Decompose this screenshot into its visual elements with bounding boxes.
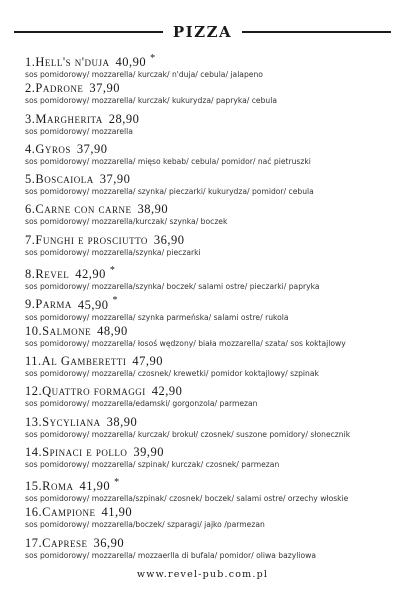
pizza-ingredients: sos pomidorowy/ mozzarella [25, 126, 133, 136]
pizza-name: Revel [35, 267, 70, 282]
pizza-name: Al Gamberetti [41, 353, 127, 368]
pizza-price: 48,90 [97, 323, 128, 338]
pizza-ingredients: sos pomidorowy/ mozzarella/ kurczak/ kukurydza/ papryka/ cebula [25, 96, 277, 106]
pizza-title [25, 354, 395, 369]
list-item [25, 202, 395, 232]
list-item [25, 51, 395, 81]
pizza-number: 17. [25, 535, 43, 550]
pizza-price: 37,90 [99, 172, 131, 187]
pizza-ingredients: sos pomidorowy/ mozzarella/ łosoś wędzony/ biała mozzarella/ szata/ sos koktajlowy [25, 338, 346, 348]
pizza-name: Padrone [35, 81, 84, 96]
pizza-title [25, 142, 395, 157]
pizza-title [25, 475, 395, 494]
pizza-price: 37,90 [76, 141, 108, 156]
spicy-mark: * [109, 265, 116, 277]
pizza-title [25, 263, 395, 282]
pizza-title [25, 324, 395, 339]
pizza-number: 11. [25, 353, 42, 368]
list-item [25, 293, 395, 323]
menu-header [14, 22, 391, 42]
pizza-number: 6. [25, 202, 36, 217]
pizza-title [25, 445, 395, 460]
pizza-name: Spinaci e pollo [42, 444, 128, 459]
pizza-title [25, 172, 395, 187]
header-rule-left [14, 31, 163, 33]
pizza-name: Gyros [35, 141, 71, 156]
pizza-name: Carne con carne [35, 202, 132, 217]
pizza-number: 16. [25, 505, 43, 520]
pizza-ingredients: sos pomidorowy/ mozzarella/ kurczak/ n'duja/ cebula/ jalapeno [25, 70, 263, 80]
pizza-number: 7. [25, 232, 36, 247]
pizza-ingredients: sos pomidorowy/ mozzarella/szpinak/ czosnek/ boczek/ salami ostre/ orzechy włoskie [25, 494, 349, 504]
header-rule-right [242, 31, 391, 33]
pizza-ingredients: sos pomidorowy/ mozzarella/ czosnek/ krewetki/ pomidor koktajlowy/ szpinak [25, 368, 319, 378]
list-item [25, 384, 395, 414]
list-item [25, 142, 395, 172]
pizza-name: Salmone [42, 323, 92, 338]
pizza-title [25, 536, 395, 551]
pizza-price: 40,90 [115, 55, 147, 70]
list-item [25, 263, 395, 293]
pizza-title [25, 112, 395, 127]
pizza-price: 41,90 [79, 479, 111, 494]
pizza-price: 38,90 [137, 202, 169, 217]
pizza-ingredients: sos pomidorowy/ mozzarella/szynka/ boczek/ salami ostre/ pieczarki/ papryka [25, 282, 320, 292]
pizza-ingredients: sos pomidorowy/ mozzarella/ mięso kebab/ cebula/ pomidor/ nać pietruszki [25, 156, 311, 166]
pizza-number: 2. [25, 81, 36, 96]
section-title: PIZZA [172, 23, 233, 41]
pizza-ingredients: sos pomidorowy/ mozzarella/ szpinak/ kurczak/ czosnek/ parmezan [25, 459, 280, 469]
list-item [25, 536, 395, 566]
pizza-price: 37,90 [89, 81, 120, 96]
spicy-mark: * [112, 295, 118, 307]
pizza-number: 9. [25, 297, 36, 312]
list-item [25, 172, 395, 202]
pizza-number: 1. [25, 55, 36, 70]
pizza-name: Boscaiola [35, 172, 94, 187]
pizza-price: 36,90 [93, 535, 125, 550]
pizza-number: 15. [25, 479, 43, 494]
pizza-number: 4. [25, 141, 36, 156]
pizza-list [25, 51, 395, 566]
pizza-title [25, 415, 395, 430]
pizza-ingredients: sos pomidorowy/ mozzarella/ szynka/ pieczarki/ kukurydza/ pomidor/ cebula [25, 187, 314, 197]
pizza-price: 42,90 [75, 267, 106, 282]
pizza-number: 10. [25, 323, 43, 338]
pizza-name: Quattro formaggi [42, 384, 146, 399]
pizza-name: Sycyliana [42, 414, 101, 429]
list-item [25, 112, 395, 142]
list-item [25, 475, 395, 505]
pizza-title [25, 293, 395, 312]
pizza-ingredients: sos pomidorowy/ mozzarella/szynka/ pieczarki [25, 247, 201, 257]
pizza-title [25, 384, 395, 399]
pizza-number: 3. [25, 111, 36, 126]
pizza-name: Hell's n'duja [35, 55, 110, 70]
pizza-ingredients: sos pomidorowy/ mozzarella/ kurczak/ brokuł/ czosnek/ suszone pomidory/ słonecznik [25, 429, 351, 439]
list-item [25, 505, 395, 535]
spicy-mark: * [150, 53, 156, 64]
pizza-price: 47,90 [132, 353, 163, 368]
pizza-ingredients: sos pomidorowy/ mozzarella/boczek/ szparagi/ jajko /parmezan [25, 520, 265, 530]
list-item [25, 233, 395, 263]
pizza-price: 45,90 [77, 297, 109, 312]
pizza-name: Parma [35, 297, 72, 312]
pizza-price: 39,90 [133, 444, 164, 459]
pizza-number: 5. [25, 172, 36, 187]
pizza-name: Campione [42, 505, 96, 520]
list-item [25, 415, 395, 445]
pizza-title [25, 81, 395, 96]
pizza-number: 14. [25, 444, 43, 459]
pizza-name: Funghi e prosciutto [35, 232, 148, 247]
pizza-title [25, 505, 395, 520]
pizza-price: 42,90 [151, 384, 183, 399]
pizza-ingredients: sos pomidorowy/ mozzarella/ szynka parmeńska/ salami ostre/ rukola [25, 312, 289, 322]
list-item [25, 81, 395, 111]
pizza-ingredients: sos pomidorowy/ mozzarella/ mozzaerlla di bufala/ pomidor/ oliwa bazyliowa [25, 550, 316, 560]
list-item [25, 324, 395, 354]
pizza-title [25, 233, 395, 248]
list-item [25, 445, 395, 475]
pizza-number: 12. [25, 384, 43, 399]
pizza-number: 8. [25, 267, 36, 282]
pizza-name: Margherita [35, 111, 103, 126]
pizza-price: 41,90 [101, 505, 133, 520]
pizza-number: 13. [25, 414, 43, 429]
pizza-name: Caprese [42, 535, 88, 550]
pizza-title [25, 51, 395, 70]
pizza-price: 38,90 [106, 414, 138, 429]
pizza-title [25, 202, 395, 217]
pizza-price: 28,90 [108, 111, 140, 126]
spicy-mark: * [114, 477, 120, 489]
pizza-name: Roma [42, 479, 74, 494]
pizza-price: 36,90 [153, 232, 185, 247]
list-item [25, 354, 395, 384]
pizza-ingredients: sos pomidorowy/ mozzarella/edamski/ gorgonzola/ parmezan [25, 399, 258, 409]
website-url[interactable]: www.revel-pub.com.pl [136, 569, 269, 580]
pizza-ingredients: sos pomidorowy/ mozzarella/kurczak/ szynka/ boczek [25, 217, 228, 227]
